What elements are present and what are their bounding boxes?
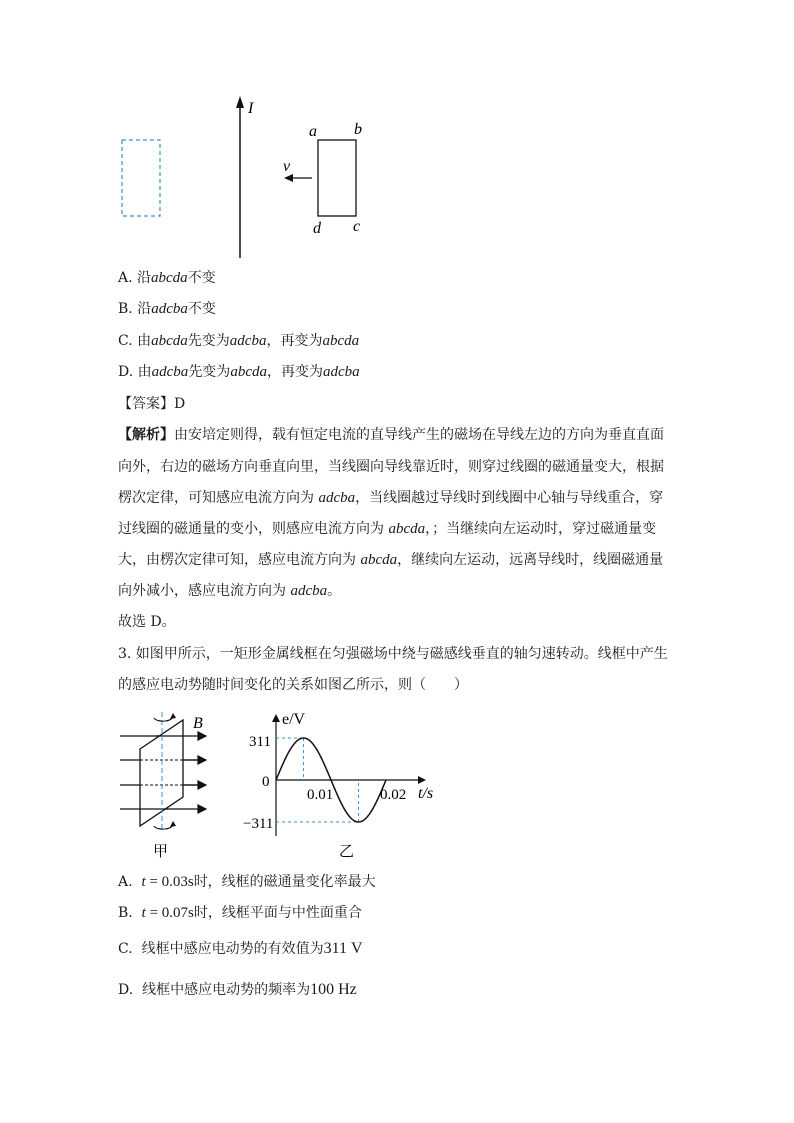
y-axis-label: e/V — [282, 711, 306, 728]
q3-option-a: A. t = 0.03s时，线框的磁通量变化率最大 — [118, 874, 376, 890]
x-axis-label: t/s — [418, 785, 434, 802]
y-tick-0: 0 — [262, 774, 270, 790]
analysis-line-3: 楞次定律，可知感应电流方向为 adcba，当线圈越过导线时到线圈中心轴与导线重合，穿 — [118, 490, 664, 506]
analysis-line-1: 【解析】由安培定则得，载有恒定电流的直导线产生的磁场在导线左边的方向为垂直直面 — [118, 427, 664, 443]
q2-option-a: A. 沿abcda不变 — [118, 270, 216, 286]
velocity-label: v — [283, 158, 291, 175]
analysis-line-2: 向外，右边的磁场方向垂直向里，当线圈向导线靠近时，则穿过线圈的磁通量变大，根据 — [118, 459, 664, 475]
corner-a: a — [309, 123, 317, 140]
q2-option-d: D. 由adcba先变为abcda，再变为adcba — [118, 364, 360, 380]
conclusion-line: 故选 D。 — [118, 614, 176, 630]
q2-option-b: B. 沿adcba不变 — [118, 301, 216, 317]
analysis-line-4: 过线圈的磁通量的变小，则感应电流方向为 abcda，；当继续向左运动时，穿过磁通量变 — [118, 521, 657, 537]
q3-option-c: C. 线框中感应电动势的有效值为311 V — [118, 940, 363, 957]
answer-line: 【答案】D — [118, 396, 186, 412]
corner-b: b — [354, 121, 362, 138]
x-tick-0.01: 0.01 — [307, 787, 334, 803]
analysis-line-5: 大，由楞次定律可知，感应电流方向为 abcda，继续向左运动，远离导线时，线圈磁通量 — [118, 552, 664, 568]
x-tick-0.02: 0.02 — [380, 787, 407, 803]
current-label: I — [248, 100, 254, 117]
q3-stem-line-2: 的感应电动势随时间变化的关系如图乙所示，则（ ） — [118, 677, 468, 693]
analysis-line-6: 向外减小，感应电流方向为 adcba。 — [118, 583, 342, 599]
y-tick-minus-311: −311 — [243, 816, 274, 832]
q3-option-b: B. t = 0.07s时，线框平面与中性面重合 — [118, 905, 362, 921]
x-axis-arrow — [418, 776, 426, 784]
q3-option-d: D. 线框中感应电动势的频率为100 Hz — [118, 981, 357, 998]
y-axis-arrow — [272, 714, 280, 722]
q2-option-c: C. 由abcda先变为adcba，再变为abcda — [118, 333, 360, 349]
q3-stem-line-1: 3. 如图甲所示，一矩形金属线框在匀强磁场中绕与磁感线垂直的轴匀速转动。线框中产生 — [118, 646, 668, 662]
corner-d: d — [313, 220, 321, 237]
corner-c: c — [353, 218, 361, 235]
caption-yi: 乙 — [339, 842, 355, 860]
field-label: B — [193, 715, 203, 732]
y-tick-311: 311 — [249, 734, 271, 750]
caption-jia: 甲 — [153, 842, 169, 860]
